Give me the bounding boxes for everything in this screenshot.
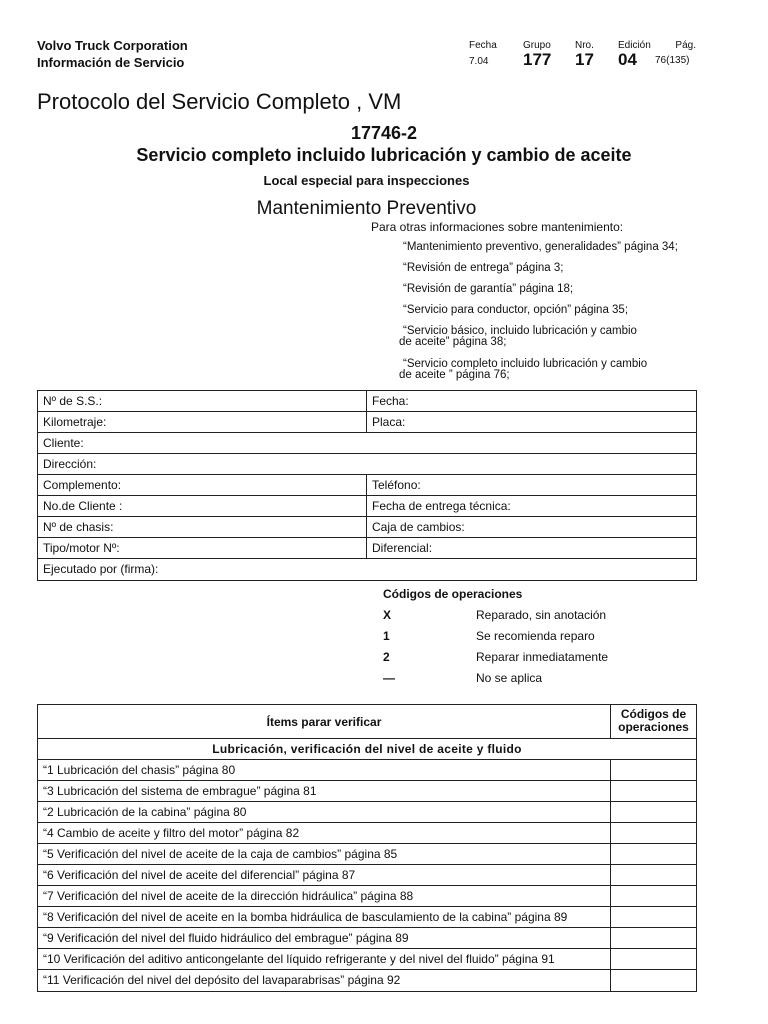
checklist-item: “6 Verificación del nivel de aceite del diferencial” página 87: [38, 865, 611, 885]
reference-item: [371, 305, 711, 316]
header-grupo: [523, 40, 551, 69]
code-cell[interactable]: [611, 886, 696, 906]
no-cliente-field[interactable]: No.de Cliente :: [38, 496, 367, 516]
header-fecha: [469, 40, 497, 67]
header-pag-value-wrap: [655, 55, 689, 66]
code-cell[interactable]: [611, 970, 696, 991]
ss-field[interactable]: Nº de S.S.:: [38, 391, 367, 411]
table-row: [38, 949, 696, 970]
form-row: [38, 517, 696, 538]
placa-field[interactable]: Placa:: [372, 415, 406, 429]
checklist-item: “5 Verificación del nivel de aceite de la caja de cambios” página 85: [38, 844, 611, 864]
fecha-label: Fecha: [469, 40, 497, 51]
diferencial-field[interactable]: Diferencial:: [372, 541, 433, 555]
table-row: [38, 907, 696, 928]
reference-line: “Revisión de garantía” página 18;: [403, 283, 574, 295]
header-pag: [660, 40, 696, 51]
form-row: [38, 496, 696, 517]
header-edicion: [618, 40, 651, 69]
reference-line: “Servicio completo incluido lubricación y cambio: [403, 358, 648, 370]
department-name: Información de Servicio: [37, 55, 185, 70]
form-row: [38, 433, 696, 454]
section-heading: Mantenimiento Preventivo: [256, 198, 477, 219]
reference-line: “Mantenimiento preventivo, generalidades” página 34;: [403, 241, 678, 253]
reference-line: “Revisión de entrega” página 3;: [403, 262, 564, 274]
checklist-item: “10 Verificación del aditivo anticongelante del líquido refrigerante y del nivel del fluido” página 91: [38, 949, 611, 969]
table-row: [38, 844, 696, 865]
checklist-item: “2 Lubricación de la cabina” página 80: [38, 802, 611, 822]
code-symbol: 2: [383, 650, 390, 664]
nro-value: 17: [575, 50, 594, 69]
checklist-item: “3 Lubricación del sistema de embrague” página 81: [38, 781, 611, 801]
document-number: 17746-2: [350, 123, 418, 143]
form-row: [38, 412, 696, 433]
table-row: [38, 886, 696, 907]
reference-item: [371, 263, 711, 274]
code-cell[interactable]: [611, 760, 696, 780]
chasis-field[interactable]: Nº de chasis:: [38, 517, 367, 537]
document-location: Local especial para inspecciones: [263, 173, 470, 188]
code-description: Reparado, sin anotación: [476, 608, 607, 622]
nro-label: Nro.: [575, 40, 594, 51]
reference-line: “Servicio para conductor, opción” página 35;: [403, 304, 629, 316]
edicion-label: Edición: [618, 40, 651, 51]
code-cell[interactable]: [611, 802, 696, 822]
code-cell[interactable]: [611, 907, 696, 927]
table-row: [38, 760, 696, 781]
telefono-field[interactable]: Teléfono:: [372, 478, 421, 492]
checklist-item: “9 Verificación del nivel del fluido hidráulico del embrague” página 89: [38, 928, 611, 948]
checklist-section-heading: Lubricación, verificación del nivel de aceite y fluido: [38, 739, 696, 760]
form-row: [38, 475, 696, 496]
checklist-item: “1 Lubricación del chasis” página 80: [38, 760, 611, 780]
table-row: [38, 865, 696, 886]
edicion-value: 04: [618, 50, 637, 69]
codes-header-line: Códigos de: [620, 707, 687, 721]
code-description: No se aplica: [476, 671, 543, 685]
service-form: [37, 390, 697, 581]
direccion-field[interactable]: Dirección:: [43, 457, 97, 471]
checklist-table: [37, 704, 697, 992]
company-name: Volvo Truck Corporation: [37, 38, 188, 53]
form-row: [38, 391, 696, 412]
items-column-header: Ítems parar verificar: [38, 705, 611, 738]
code-symbol: X: [383, 608, 392, 622]
reference-item: [371, 326, 711, 348]
reference-item: [371, 359, 711, 381]
table-row: [38, 928, 696, 949]
reference-item: [371, 284, 711, 295]
fecha-field[interactable]: Fecha:: [372, 394, 409, 408]
document-subtitle: Servicio completo incluido lubricación y cambio de aceite: [136, 145, 632, 165]
codes-column-header: [611, 705, 696, 738]
code-cell[interactable]: [611, 949, 696, 969]
fecha-entrega-field[interactable]: Fecha de entrega técnica:: [372, 499, 511, 513]
code-symbol: —: [383, 671, 395, 685]
form-row: [38, 454, 696, 475]
form-row: [38, 538, 696, 559]
header-nro: [575, 40, 594, 69]
kilometraje-field[interactable]: Kilometraje:: [38, 412, 367, 432]
references-intro: Para otras informaciones sobre mantenimiento:: [371, 220, 624, 234]
cliente-field[interactable]: Cliente:: [43, 436, 84, 450]
header-meta: [0, 40, 768, 72]
fecha-value: 7.04: [469, 56, 489, 67]
reference-line: de aceite” página 38;: [399, 336, 507, 348]
codes-legend-title: Códigos de operaciones: [383, 587, 523, 601]
checklist-item: “7 Verificación del nivel de aceite de la dirección hidráulica” página 88: [38, 886, 611, 906]
codes-header-line: operaciones: [618, 720, 689, 734]
table-row: [38, 823, 696, 844]
caja-cambios-field[interactable]: Caja de cambios:: [372, 520, 465, 534]
code-cell[interactable]: [611, 823, 696, 843]
grupo-label: Grupo: [523, 40, 551, 51]
table-row: [38, 970, 696, 991]
grupo-value: 177: [523, 50, 552, 69]
reference-item: [371, 242, 711, 253]
pag-label: Pág.: [675, 40, 696, 51]
pag-value: 76(135): [655, 55, 690, 66]
complemento-field[interactable]: Complemento:: [38, 475, 367, 495]
code-description: Se recomienda reparo: [476, 629, 595, 643]
table-row: [38, 781, 696, 802]
checklist-item: “4 Cambio de aceite y filtro del motor” página 82: [38, 823, 611, 843]
code-cell[interactable]: [611, 928, 696, 948]
form-row: [38, 559, 696, 580]
code-symbol: 1: [383, 629, 390, 643]
code-description: Reparar inmediatamente: [476, 650, 609, 664]
code-cell[interactable]: [611, 844, 696, 864]
checklist-item: “11 Verificación del nivel del depósito del lavaparabrisas” página 92: [38, 970, 611, 991]
code-cell[interactable]: [611, 865, 696, 885]
ejecutado-field[interactable]: Ejecutado por (firma):: [43, 562, 159, 576]
page-title: Protocolo del Servicio Completo , VM: [37, 89, 402, 114]
checklist-header: [38, 705, 696, 739]
code-cell[interactable]: [611, 781, 696, 801]
table-row: [38, 802, 696, 823]
reference-line: “Servicio básico, incluido lubricación y cambio: [403, 325, 637, 337]
checklist-item: “8 Verificación del nivel de aceite en la bomba hidráulica de basculamiento de la cabina” página 89: [38, 907, 611, 927]
tipo-motor-field[interactable]: Tipo/motor Nº:: [38, 538, 367, 558]
reference-line: de aceite ” página 76;: [399, 369, 510, 381]
